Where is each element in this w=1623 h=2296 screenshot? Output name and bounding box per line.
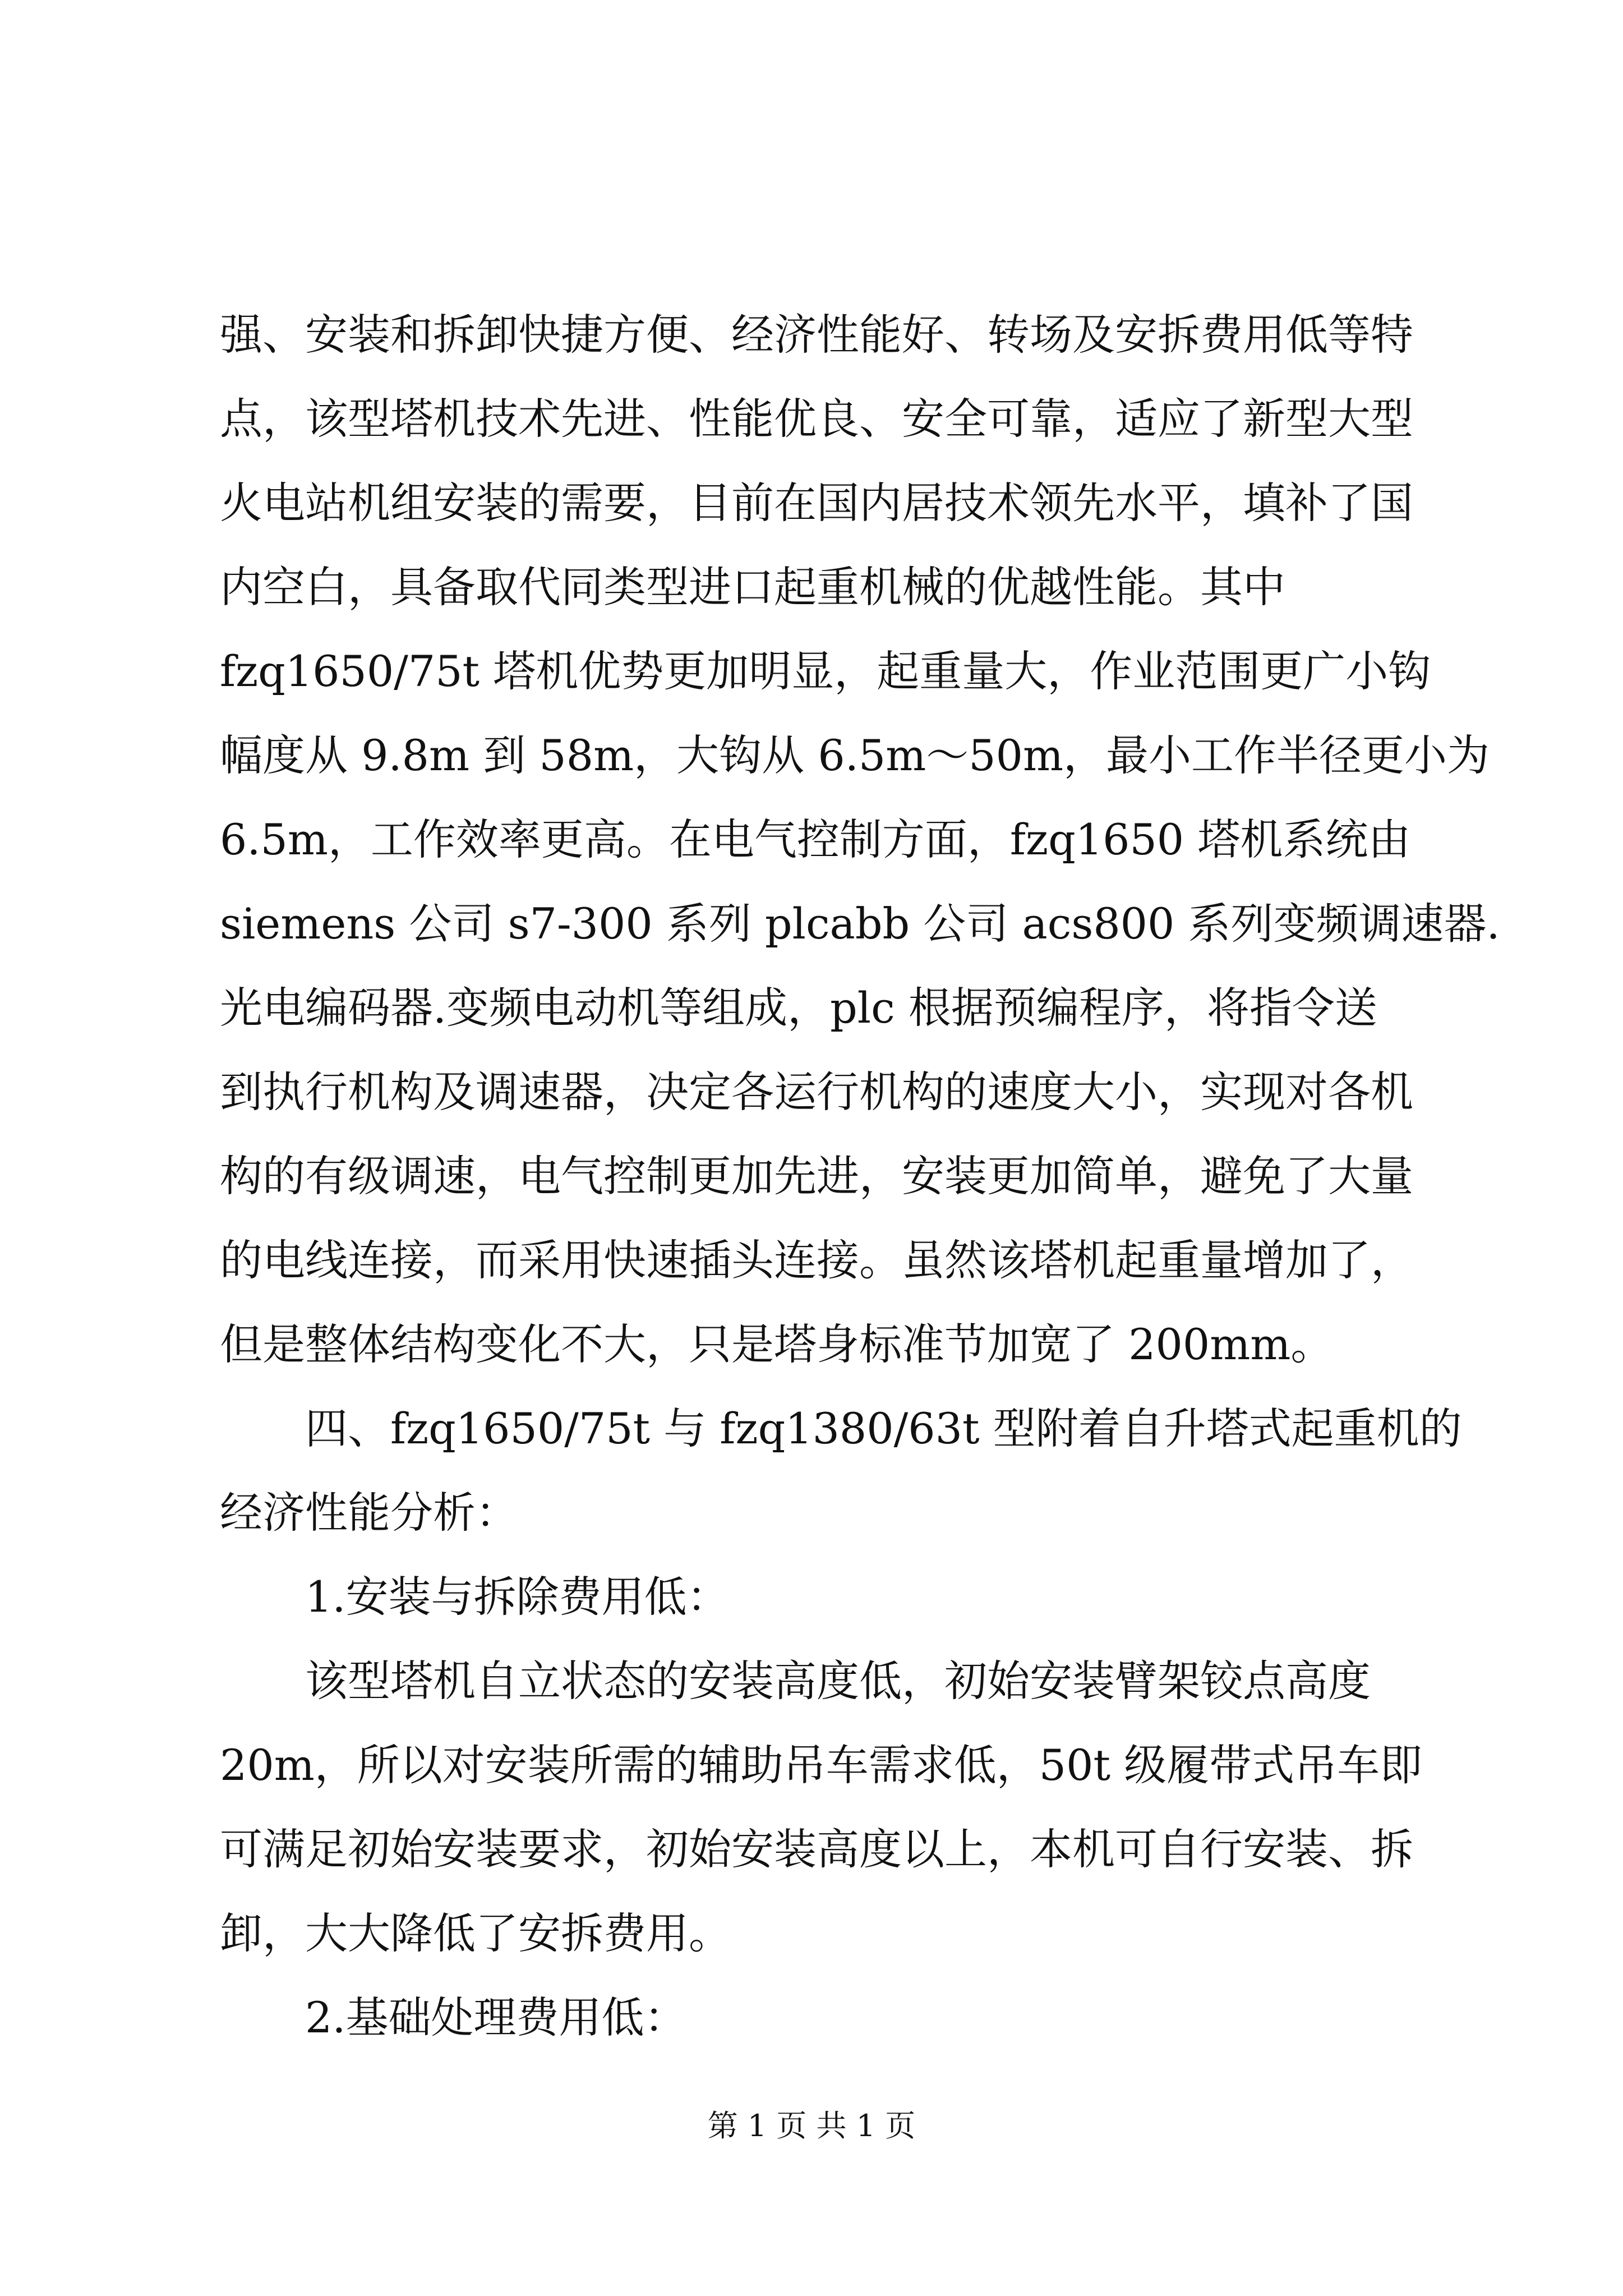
- text-line: 光电编码器.变频电动机等组成，plc 根据预编程序，将指令送: [220, 983, 1377, 1033]
- text-line: fzq1650/75t 塔机优势更加明显，起重量大，作业范围更广小钩: [220, 646, 1431, 696]
- text-line: 幅度从 9.8m 到 58m，大钩从 6.5m～50m，最小工作半径更小为: [220, 730, 1490, 780]
- text-line: 的电线连接，而采用快速插头连接。虽然该塔机起重量增加了，: [220, 1235, 1413, 1285]
- text-line: siemens 公司 s7-300 系列 plcabb 公司 acs800 系列变频调速器.: [220, 899, 1500, 949]
- text-line: 到执行机构及调速器，决定各运行机构的速度大小，实现对各机: [220, 1067, 1413, 1117]
- text-line: 点，该型塔机技术先进、性能优良、安全可靠，适应了新型大型: [220, 394, 1413, 444]
- text-line: 卸，大大降低了安拆费用。: [220, 1908, 731, 1958]
- text-line: 20m，所以对安装所需的辅助吊车需求低，50t 级履带式吊车即: [220, 1740, 1423, 1790]
- text-line: 6.5m，工作效率更高。在电气控制方面，fzq1650 塔机系统由: [220, 815, 1411, 864]
- text-line: 内空白，具备取代同类型进口起重机械的优越性能。其中: [220, 562, 1285, 612]
- text-line: 可满足初始安装要求，初始安装高度以上，本机可自行安装、拆: [220, 1824, 1413, 1874]
- text-line: 经济性能分析：: [220, 1488, 518, 1538]
- text-line: 火电站机组安装的需要，目前在国内居技术领先水平，填补了国: [220, 478, 1413, 528]
- text-line: 该型塔机自立状态的安装高度低，初始安装臂架铰点高度: [305, 1656, 1371, 1706]
- text-line: 但是整体结构变化不大，只是塔身标准节加宽了 200mm。: [220, 1319, 1334, 1369]
- text-line: 构的有级调速，电气控制更加先进，安装更加简单，避免了大量: [220, 1151, 1413, 1201]
- text-line: 强、安装和拆卸快捷方便、经济性能好、转场及安拆费用低等特: [220, 310, 1413, 360]
- page-footer: 第 1 页 共 1 页: [707, 2108, 916, 2143]
- subheading-line: 2.基础处理费用低：: [305, 1993, 687, 2042]
- subheading-line: 1.安装与拆除费用低：: [305, 1572, 730, 1622]
- section-heading-line: 四、fzq1650/75t 与 fzq1380/63t 型附着自升塔式起重机的: [305, 1404, 1462, 1453]
